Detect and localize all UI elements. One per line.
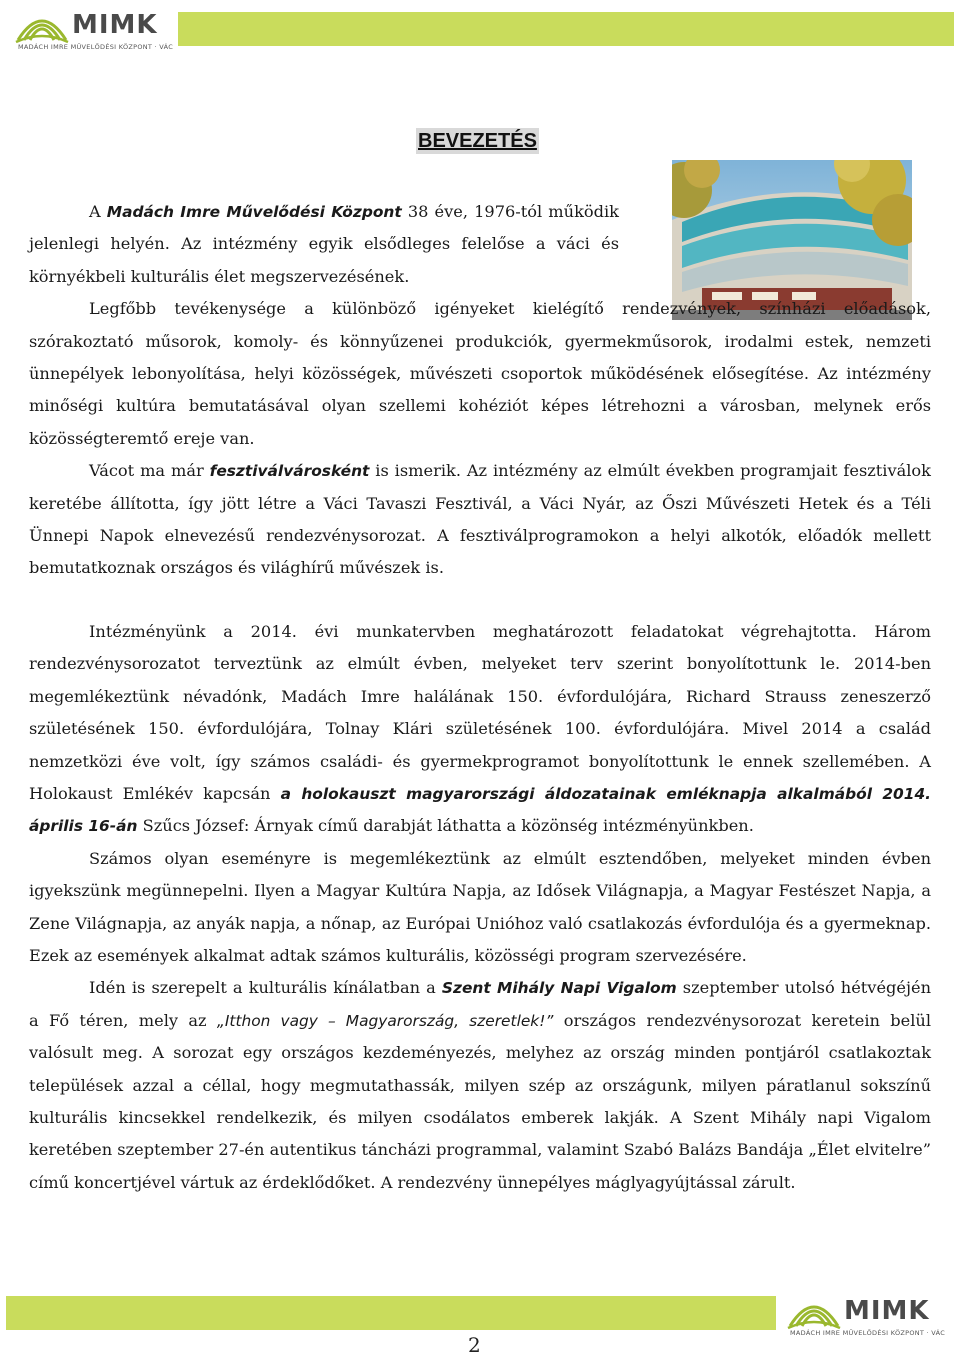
logo-arc-icon — [14, 6, 70, 46]
footer-logo-arc-icon — [786, 1292, 842, 1332]
worksplan-text-end: Szűcs József: Árnyak című darabját láthatta a közönség intézményünkben. — [137, 816, 754, 836]
page-header — [0, 0, 960, 56]
intro-text-start: A — [89, 202, 107, 221]
header-band — [178, 12, 954, 46]
worksplan-emphasis: a holokauszt magyarországi áldozatainak emléknapja alkalmából 2014. április 16-án — [29, 784, 931, 836]
paragraph-worksplan — [29, 616, 931, 843]
body-text — [29, 196, 931, 1199]
logo-text: MIMK — [72, 10, 158, 40]
festivals-emphasis: fesztiválvárosként — [209, 462, 370, 481]
paragraph-commemorations: Számos olyan eseményre is megemlékeztünk az elmúlt esztendőben, melyeket minden évben igyekszünk megünnepelni. Ilyen a Magyar Kultúra Napja, az Idősek Világnapja, a Magyar Festészet Napja, a Zene Világnapja, az anyák napja, a nőnap, az Európai Unióhoz való csatlakozás évfordulója és a gyermeknap. Ezek az események alkalmat adtak számos kulturális, közösségi program szervezésére. — [29, 848, 931, 965]
vigalom-quote: „Itthon vagy – Magyarország, szeretlek!” — [216, 1011, 554, 1030]
vigalom-text-3: országos rendezvénysorozat keretein belül valósult meg. A sorozat egy országos kezdeményezés, melyhez az ország minden pontjáról csatlakoztak települések azzal a céllal, hogy megmutathassák, milyen szép az országunk, milyen páratlanul sokszínű kulturális kincsekkel rendelkezik, és milyen csodálatos emberek lakják. A Szent Mihály napi Vigalom keretében szeptember 27-én autentikus táncházi programmal, valamint Szabó Balázs Bandája „Élet elvitelre” című koncertjével vártuk az érdeklődőket. A rendezvény ünnepélyes máglyagyújtással zárult. — [29, 1010, 931, 1192]
footer-logo-subtitle: MADÁCH IMRE MŰVELŐDÉSI KÖZPONT · VÁC — [790, 1329, 946, 1337]
page-title: BEVEZETÉS — [418, 130, 537, 152]
paragraph-activities: Legfőbb tevékenysége a különböző igényeket kielégítő rendezvények, színházi előadások, szórakoztató műsorok, komoly- és könnyűzenei produkciók, gyermekműsorok, irodalmi estek, nemzeti ünnepélyek lebonyolítása, helyi közösségek, művészeti csoportok működésének elősegítése. Az intézmény minőségi kultúra bemutatásával olyan szellemi kohéziót képes létrehozni a városban, melynek erős közösségteremtő ereje van. — [29, 299, 931, 448]
intro-text-end: 38 éve, 1976-tól működik jelenlegi helyén. Az intézmény egyik elsődleges felelőse a váci és környékbeli kulturális élet megszervezésének. — [29, 202, 619, 286]
paragraph-vigalom — [29, 972, 931, 1199]
festivals-text-start: Vácot ma már — [89, 461, 210, 481]
footer-mimk-logo — [786, 1290, 946, 1338]
page-number: 2 — [468, 1333, 481, 1357]
vigalom-text-1: Idén is szerepelt a kulturális kínálatban a — [89, 978, 442, 998]
footer-logo-text: MIMK — [844, 1296, 930, 1326]
mimk-logo — [14, 4, 174, 52]
festivals-text-end: is ismerik. Az intézmény az elmúlt években programjait fesztiválok keretébe állította, így jött létre a Váci Tavaszi Fesztivál, a Váci Nyár, az Őszi Művészeti Hetek és a Téli Ünnepi Napok elnevezésű rendezvénysorozat. A fesztiválprogramokon a helyi alkotók, előadók mellett bemutatkoznak országos és világhírű művészek is. — [29, 461, 931, 578]
intro-emphasis: Madách Imre Művelődési Központ — [106, 203, 402, 221]
worksplan-text-start: Intézményünk a 2014. évi munkatervben meghatározott feladatokat végrehajtotta. Három rendezvénysorozatot terveztünk az elmúlt évben, melyeket terv szerint bonyolítottunk le. 2014-ben megemlékeztünk névadónk, Madách Imre halálának 150. évfordulójára, Richard Strauss zeneszerző születésének 150. évfordulójára, Tolnay Klári születésének 100. évfordulójára. Mivel 2014 a család nemzetközi éve volt, így számos családi- és gyermekprogramot bonyolítottunk le ennek szellemében. A Holokaust Emlékév kapcsán — [29, 621, 931, 803]
paragraph-intro — [29, 196, 619, 293]
footer-band — [6, 1296, 776, 1330]
vigalom-emphasis: Szent Mihály Napi Vigalom — [441, 979, 677, 998]
paragraph-festivals — [29, 455, 931, 585]
vigalom-text-2: szeptember utolsó hétvégéjén a Fő téren, mely az — [29, 978, 931, 1030]
logo-subtitle: MADÁCH IMRE MŰVELŐDÉSI KÖZPONT · VÁC — [18, 43, 174, 51]
